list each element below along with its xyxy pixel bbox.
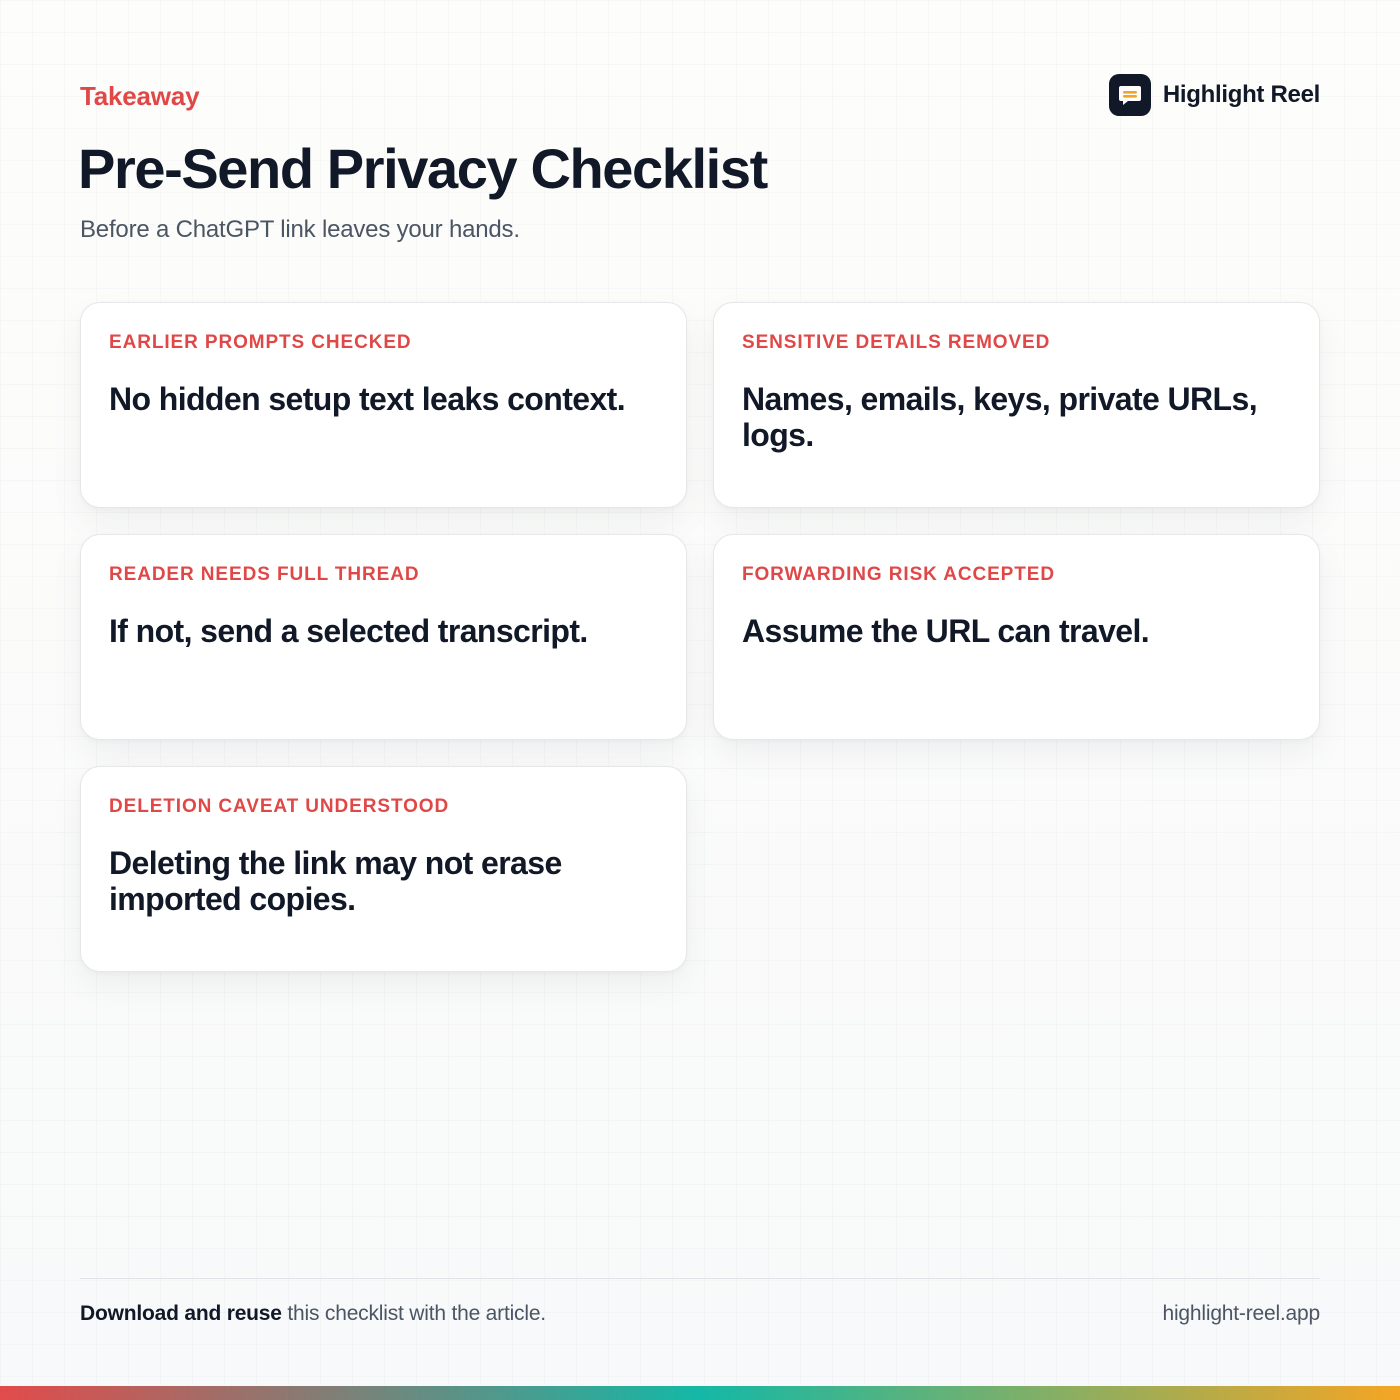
footer-note-text: this checklist with the article. (281, 1302, 546, 1325)
checklist-card-label: READER NEEDS FULL THREAD (109, 564, 420, 585)
footer-note (80, 1302, 546, 1326)
brand-name: Highlight Reel (1162, 81, 1320, 108)
checklist-card-label: FORWARDING RISK ACCEPTED (742, 564, 1055, 585)
checklist-card (713, 302, 1320, 508)
checklist-card (80, 534, 687, 740)
footer-url-link[interactable]: highlight-reel.app (1162, 1302, 1320, 1325)
eyebrow-label: Takeaway (80, 81, 200, 111)
checklist-grid (80, 302, 1320, 972)
checklist-card-text: No hidden setup text leaks context. (109, 381, 626, 417)
checklist-card-text: If not, send a selected transcript. (109, 613, 588, 649)
chat-bubble-icon (1109, 74, 1151, 116)
checklist-card-text: Names, emails, keys, private URLs, logs. (742, 381, 1257, 453)
checklist-card (713, 534, 1320, 740)
accent-gradient-bar (0, 1386, 1400, 1400)
brand[interactable] (1109, 74, 1320, 116)
page-subtitle: Before a ChatGPT link leaves your hands. (80, 216, 520, 243)
footer-divider (80, 1278, 1320, 1279)
checklist-card-text: Assume the URL can travel. (742, 613, 1150, 649)
checklist-card-label: DELETION CAVEAT UNDERSTOOD (109, 796, 450, 817)
page-title: Pre-Send Privacy Checklist (78, 137, 767, 200)
checklist-card (80, 766, 687, 972)
checklist-card-label: SENSITIVE DETAILS REMOVED (742, 332, 1051, 353)
checklist-card-text: Deleting the link may not erase imported copies. (109, 845, 562, 917)
checklist-card-label: EARLIER PROMPTS CHECKED (109, 332, 412, 353)
checklist-card (80, 302, 687, 508)
footer-note-emphasis[interactable]: Download and reuse (80, 1302, 282, 1325)
